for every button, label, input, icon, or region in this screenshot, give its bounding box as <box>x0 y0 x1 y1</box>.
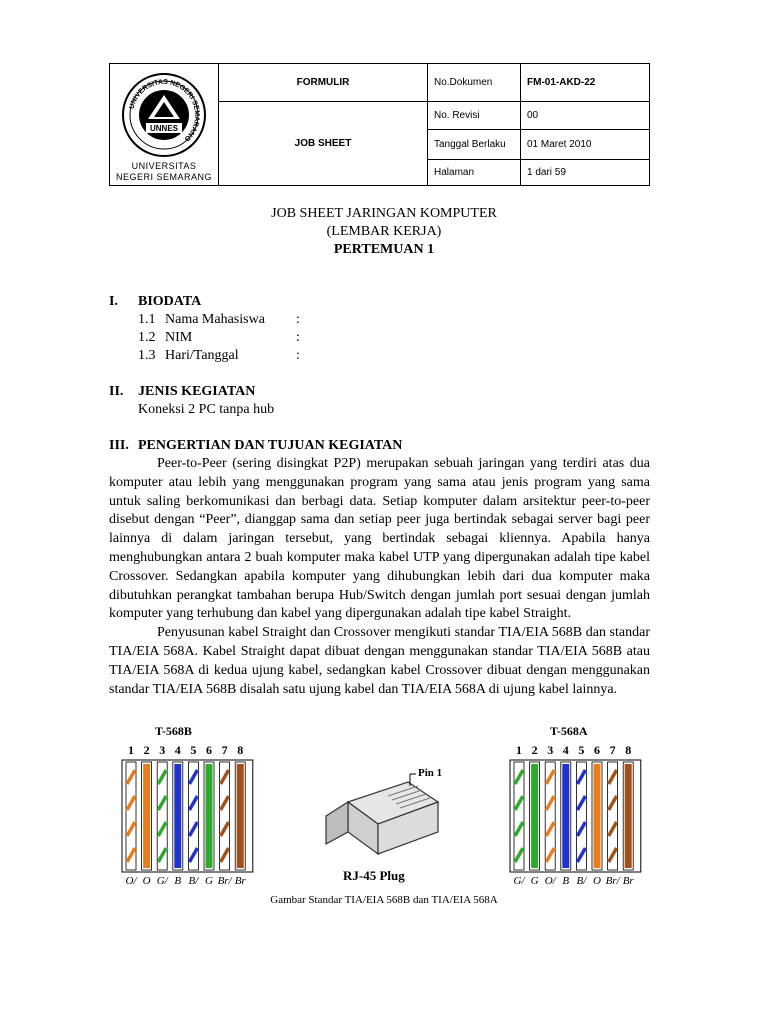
header-label-2: Tanggal Berlaku <box>428 130 521 160</box>
wiring-figure <box>100 722 660 894</box>
t568a-wire-label: G <box>530 875 539 887</box>
t568a-wiring <box>510 743 641 887</box>
t568a-wire-label: B <box>562 875 570 887</box>
biodata-num-1: 1.2 <box>138 330 156 345</box>
pengertian-body <box>109 455 650 699</box>
t568b-wire-label: O/ <box>125 875 137 887</box>
university-line1: UNIVERSITAS <box>131 160 197 171</box>
logo-text: UNNES <box>149 123 179 133</box>
t568b-wire-label: B/ <box>188 875 199 887</box>
header-label-3: Halaman <box>428 160 521 186</box>
t568b-pin-number: 4 <box>174 743 181 757</box>
section-biodata-heading: BIODATA <box>138 294 202 309</box>
t568a-pin-number: 5 <box>578 743 585 757</box>
t568a-wire-label: Br <box>622 875 634 887</box>
t568b-pin-number: 3 <box>159 743 166 757</box>
doc-title: JOB SHEET <box>219 102 428 186</box>
t568a-pin-number: 8 <box>625 743 632 757</box>
document-title <box>0 205 768 259</box>
t568b-pin-number: 8 <box>237 743 244 757</box>
section-biodata-num: I. <box>109 294 118 309</box>
biodata-sep-2: : <box>296 348 300 363</box>
t568b-wire-solid <box>174 764 181 868</box>
t568b-wire-solid <box>237 764 244 868</box>
t568b-pin-number: 1 <box>128 743 134 757</box>
section-kegiatan-num: II. <box>109 384 124 399</box>
university-name <box>110 161 218 183</box>
t568a-wire-label: O/ <box>544 875 556 887</box>
t568a-pin-number: 6 <box>594 743 600 757</box>
t568b-wire-label: B <box>174 875 182 887</box>
form-title: FORMULIR <box>219 64 428 102</box>
t568a-pin-number: 1 <box>516 743 522 757</box>
biodata-label-0: Nama Mahasiswa <box>165 312 265 327</box>
university-line2: NEGERI SEMARANG <box>115 171 212 182</box>
title-line1: JOB SHEET JARINGAN KOMPUTER <box>271 206 497 221</box>
biodata-sep-0: : <box>296 312 300 327</box>
t568a-wire-label: Br/ <box>605 875 620 887</box>
svg-text:UNIVERSITAS NEGERI SEMARANG: UNIVERSITAS NEGERI SEMARANG <box>128 78 201 142</box>
t568b-wire-label: Br <box>234 875 246 887</box>
t568b-pin-number: 6 <box>206 743 212 757</box>
header-value-2: 01 Maret 2010 <box>521 130 650 160</box>
t568a-wire-label: O <box>593 875 601 887</box>
t568b-wire-label: G/ <box>156 875 168 887</box>
plug-pin-label: Pin 1 <box>418 767 443 779</box>
t568b-wire-solid <box>206 764 213 868</box>
biodata-num-0: 1.1 <box>138 312 156 327</box>
t568b-pin-number: 7 <box>221 743 228 757</box>
plug-label: RJ-45 Plug <box>343 868 405 883</box>
t568b-wire-label: O <box>142 875 151 887</box>
logo-cell <box>110 64 219 186</box>
pengertian-paragraph-2: Penyusunan kabel Straight dan Crossover mengikuti standar TIA/EIA 568B dan standar TIA/EIA 568A. Kabel Straight dapat dibuat dengan menggunakan standar TIA/EIA 568B atau TIA/EIA 568A di kedua ujung kabel, sedangkan kabel Crossover dibuat dengan menggunakan standar TIA/EIA 568B disalah satu ujung kabel dan TIA/EIA 568A di ujung kabel lainnya. <box>109 625 650 697</box>
t568a-wire-solid <box>562 764 569 868</box>
section-pengertian-num: III. <box>109 438 129 453</box>
header-label-0: No.Dokumen <box>428 64 521 102</box>
figure-caption: Gambar Standar TIA/EIA 568B dan TIA/EIA 568A <box>270 894 498 906</box>
section-pengertian-heading: PENGERTIAN DAN TUJUAN KEGIATAN <box>138 438 403 453</box>
t568b-pin-number: 5 <box>190 743 197 757</box>
rj45-plug-icon <box>326 767 442 883</box>
kegiatan-text: Koneksi 2 PC tanpa hub <box>138 402 275 417</box>
unnes-logo-icon <box>120 71 208 159</box>
t568a-wire-label: G/ <box>513 875 525 887</box>
t568a-pin-number: 7 <box>609 743 616 757</box>
document-header-table <box>109 63 650 186</box>
t568a-wire-solid <box>594 764 601 868</box>
title-line2: (LEMBAR KERJA) <box>326 224 442 239</box>
t568a-wire-solid <box>531 764 538 868</box>
biodata-num-2: 1.3 <box>138 348 156 363</box>
biodata-sep-1: : <box>296 330 300 345</box>
t568b-wire-solid <box>143 764 150 868</box>
biodata-label-1: NIM <box>165 330 193 345</box>
t568b-wiring <box>122 743 253 887</box>
header-value-0: FM-01-AKD-22 <box>521 64 650 102</box>
header-value-1: 00 <box>521 102 650 130</box>
t568b-title: T-568B <box>155 724 192 738</box>
t568a-pin-number: 2 <box>531 743 538 757</box>
title-line3: PERTEMUAN 1 <box>333 242 435 257</box>
t568a-wire-label: B/ <box>576 875 587 887</box>
t568a-wire-solid <box>625 764 632 868</box>
biodata-label-2: Hari/Tanggal <box>165 348 239 363</box>
header-value-3: 1 dari 59 <box>521 160 650 186</box>
section-kegiatan-heading: JENIS KEGIATAN <box>138 384 256 399</box>
t568a-pin-number: 3 <box>547 743 554 757</box>
pengertian-paragraph-1: Peer-to-Peer (sering disingkat P2P) merupakan sebuah jaringan yang terdiri atas dua komputer atau lebih yang menggunakan program yang sama atau jenis program yang sama untuk saling berkomunikasi dan berbagi data. Setiap komputer dalam arsitektur peer-to-peer disebut dengan “Peer”, dianggap sama dan setiap peer juga bertindak sebagai server bagi peer lainnya di dalam jaringan tersebut, yang bertindak sebagai kliennya. Apabila hanya menghubungkan antara 2 buah komputer maka kabel UTP yang dipergunakan adalah tipe kabel Crossover. Sedangkan apabila komputer yang dihubungkan lebih dari dua komputer maka dibutuhkan perangkat tambahan berupa Hub/Switch dengan jumlah port sesuai dengan jumlah komputer yang terhubung dan kabel yang dipergunakan adalah tipe kabel Straight. <box>109 456 650 622</box>
t568b-wire-label: G <box>205 875 213 887</box>
t568a-pin-number: 4 <box>562 743 569 757</box>
header-label-1: No. Revisi <box>428 102 521 130</box>
t568b-wire-label: Br/ <box>217 875 232 887</box>
t568b-pin-number: 2 <box>143 743 150 757</box>
t568a-title: T-568A <box>550 724 588 738</box>
